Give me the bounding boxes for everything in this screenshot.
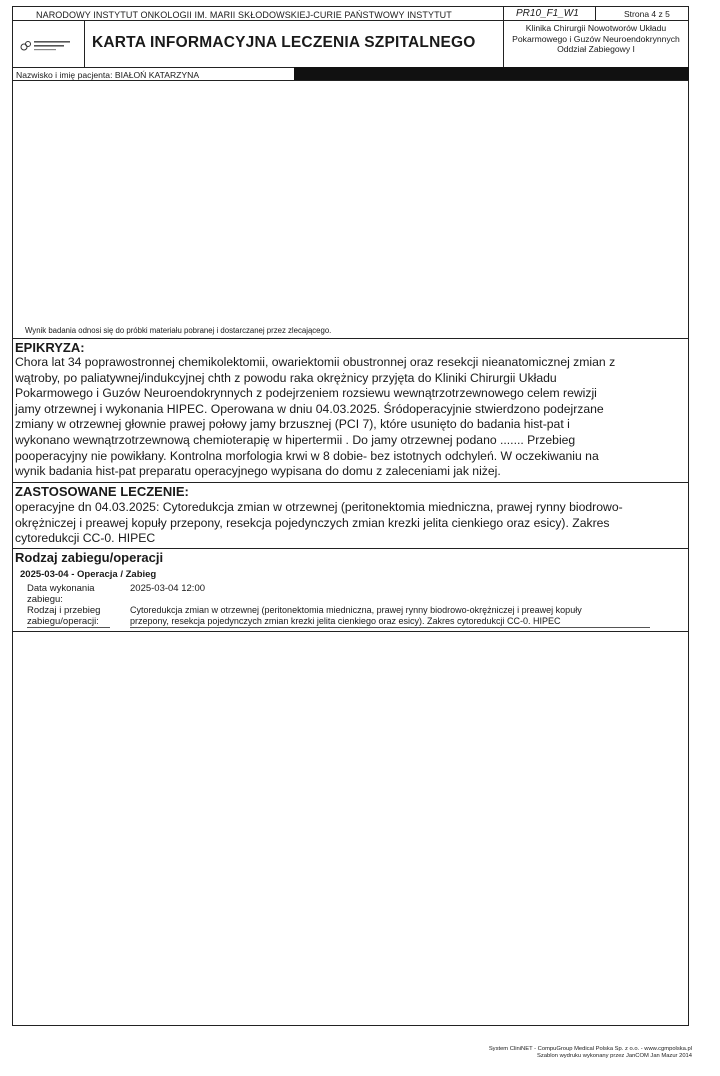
epikryza-line: Chora lat 34 poprawostronnej chemikolektomii, owariektomii obustronnej oraz resekcji nieanatomicznej zmian z bbox=[15, 355, 616, 369]
epikryza-line: wynik badania hist-pat preparatu operacyjnego wypisana do domu z zaleceniami jak niżej. bbox=[15, 464, 501, 479]
form-code: PR10_F1_W1 bbox=[516, 8, 579, 19]
clinic-line-1: Klinika Chirurgii Nowotworów Układu bbox=[525, 23, 667, 33]
institution-name: NARODOWY INSTYTUT ONKOLOGII IM. MARII SKŁODOWSKIEJ-CURIE PAŃSTWOWY INSTYTUT bbox=[36, 10, 452, 20]
date-label bbox=[27, 583, 95, 605]
logo-divider bbox=[84, 20, 85, 68]
epikryza-line: pooperacyjny nie powikłany. Kontrolna morfologia krwi w 8 dobie- bez istotnych odchyleń. W oczekiwaniu na bbox=[15, 448, 599, 463]
zabieg-title: Rodzaj zabiegu/operacji bbox=[15, 550, 164, 565]
leczenie-line: okrężniczej i preawej kopuły przepony, resekcja pojedynczych zmian krezki jelita cienkiego oraz esicy). Zakres bbox=[15, 515, 610, 530]
footer-line: Szablon wydruku wykonany przez JanCOM Jan Mazur 2014 bbox=[537, 1053, 692, 1059]
type-label bbox=[27, 605, 100, 627]
logo-icon bbox=[20, 38, 72, 52]
type-label-line: zabiegu/operacji: bbox=[27, 616, 99, 627]
type-label-line: Rodzaj i przebieg bbox=[27, 605, 101, 616]
epikryza-title: EPIKRYZA: bbox=[15, 340, 85, 355]
frame-left bbox=[12, 6, 13, 1025]
result-note: Wynik badania odnosi się do próbki materiału pobranej i dostarczanej przez zlecającego. bbox=[25, 326, 332, 335]
patient-name: Nazwisko i imię pacjenta: BIAŁOŃ KATARZYNA bbox=[16, 70, 200, 80]
note-row-bottom bbox=[12, 338, 689, 339]
epikryza-line: wątroby, po paliatywnej/indukcyjnej chth z powodu raka okrężnicy przyjęta do Kliniki Chirurgii Układu bbox=[15, 370, 557, 385]
zabieg-entry-heading: 2025-03-04 - Operacja / Zabieg bbox=[20, 569, 157, 580]
date-label-line: Data wykonania bbox=[27, 583, 95, 594]
date-value: 2025-03-04 12:00 bbox=[130, 583, 206, 594]
type-value-line: Cytoredukcja zmian w otrzewnej (peritonektomia miedniczna, prawej rynny biodrowo-okrężniczej i preawej kopuły bbox=[130, 605, 582, 615]
institute-logo bbox=[20, 38, 72, 52]
frame-right bbox=[688, 6, 689, 1025]
epikryza-line: jamy otrzewnej i wykonania HIPEC. Operowana w dniu 04.03.2025. Śródoperacyjnie stwierdzono podejrzane bbox=[15, 401, 604, 416]
epikryza-bottom bbox=[12, 482, 689, 483]
epikryza-line: Pokarmowego i Guzów Neuroendokrynnych z podejrzeniem rozsiewu wewnątrzotrzewnowego celem rewizji bbox=[15, 386, 597, 401]
type-value-line: przepony, resekcja pojedynczych zmian krezki jelita cienkiego oraz esicy). Zakres cytoredukcji CC-0. HIPEC bbox=[130, 616, 561, 626]
leczenie-line: cytoredukcji CC-0. HIPEC bbox=[15, 531, 156, 546]
leczenie-bottom bbox=[12, 548, 689, 549]
header-divider-2 bbox=[595, 6, 596, 20]
header-divider bbox=[503, 6, 504, 68]
clinic-line-2: Pokarmowego i Guzów Neuroendokrynnych bbox=[512, 33, 680, 44]
frame-bottom bbox=[12, 1025, 689, 1026]
type-value bbox=[130, 605, 582, 627]
date-label-line: zabiegu: bbox=[27, 594, 63, 605]
epikryza-text bbox=[15, 355, 687, 480]
patient-row-bottom bbox=[12, 80, 689, 81]
epikryza-line: wykonano wewnątrzotrzewnową chemioterapię w hipertermii . Do jamy otrzewnej podano ....... Przebieg bbox=[15, 432, 576, 447]
clinic-line-3: Oddział Zabiegowy I bbox=[557, 44, 635, 54]
frame-top bbox=[12, 6, 689, 7]
document-title: KARTA INFORMACYJNA LECZENIA SZPITALNEGO bbox=[92, 34, 476, 51]
leczenie-line: operacyjne dn 04.03.2025: Cytoredukcja zmian w otrzewnej (peritonektomia miedniczna, prawej rynny biodrowo- bbox=[15, 500, 623, 514]
redacted-field bbox=[294, 67, 689, 80]
page-label: Strona 4 z 5 bbox=[624, 9, 670, 19]
type-value-underline bbox=[130, 627, 650, 628]
zabieg-bottom bbox=[12, 631, 689, 632]
clinic-name bbox=[505, 23, 687, 55]
footer bbox=[489, 1046, 692, 1060]
header-row1-bottom bbox=[12, 20, 689, 21]
epikryza-line: zmiany w otrzewnej głownie prawej połowy jamy brzusznej (PCI 7), które usunięto do badania hist-pat i bbox=[15, 417, 570, 432]
type-label-underline bbox=[27, 627, 110, 628]
footer-line: System CliniNET - CompuGroup Medical Polska Sp. z o.o. - www.cgmpolska.pl bbox=[488, 1046, 692, 1052]
leczenie-text bbox=[15, 500, 687, 547]
leczenie-title: ZASTOSOWANE LECZENIE: bbox=[15, 484, 189, 499]
